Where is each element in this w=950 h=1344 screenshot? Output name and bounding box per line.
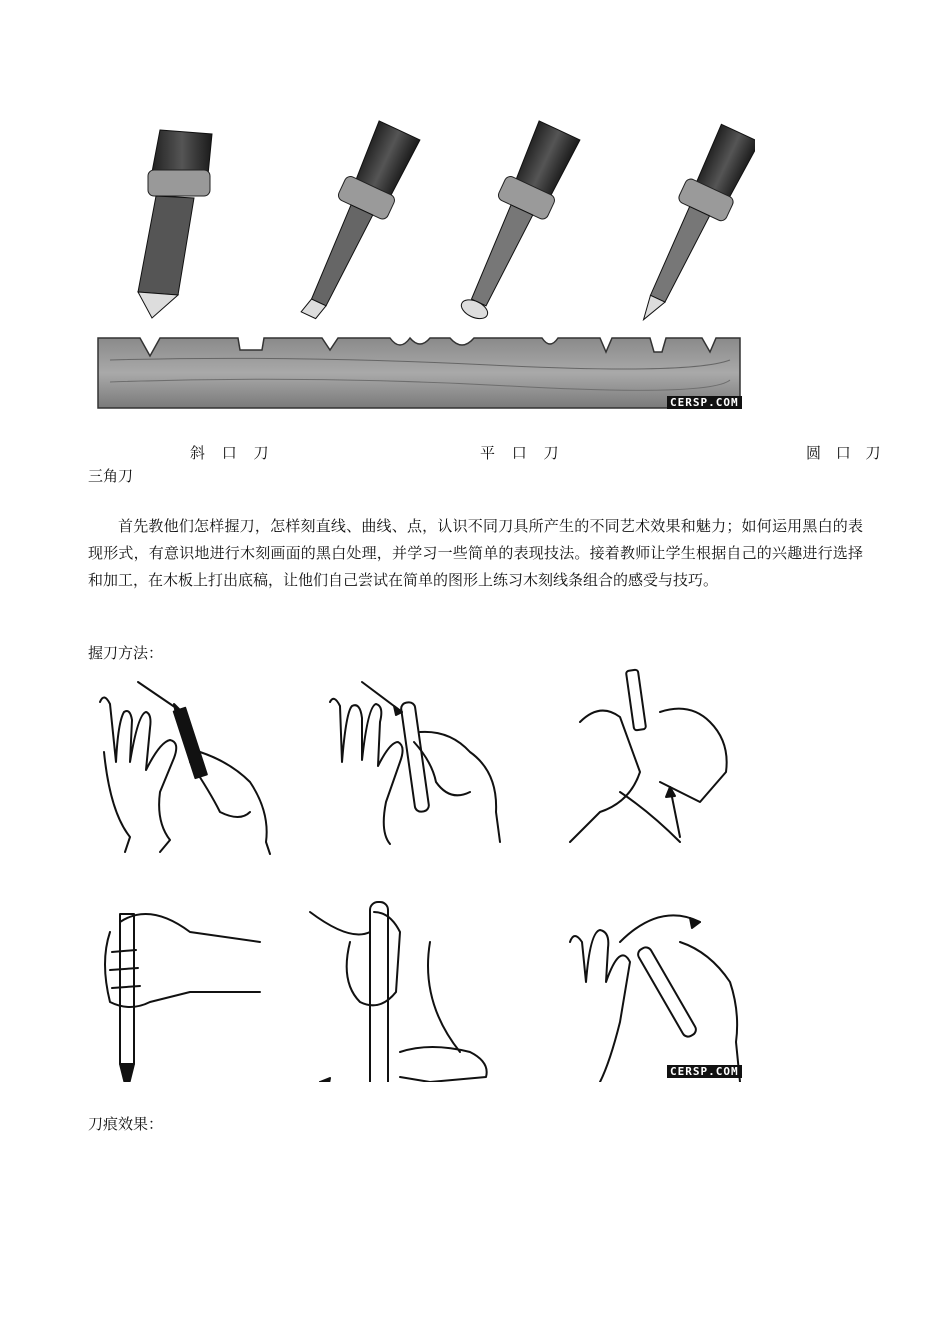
label-round-knife: 圆 口 刀 (806, 444, 886, 462)
carving-tools-figure (90, 120, 755, 420)
grip-methods-figure (90, 662, 755, 1082)
grip-hand-2-icon (330, 682, 500, 844)
heading-knife-mark-effect: 刀痕效果： (88, 1115, 164, 1133)
triangle-knife-icon (625, 121, 755, 333)
label-flat-knife: 平 口 刀 (480, 444, 565, 462)
watermark: CERSP.COM (667, 396, 742, 409)
round-knife-icon (447, 120, 583, 328)
grip-hand-1-icon (100, 682, 270, 854)
label-triangle-knife: 三角刀 (88, 467, 134, 485)
grip-hand-5-icon (310, 902, 487, 1082)
skew-knife-icon (138, 130, 212, 318)
watermark: CERSP.COM (667, 1065, 742, 1078)
label-skew-knife: 斜 口 刀 (190, 444, 275, 462)
grip-hand-4-icon (105, 914, 260, 1082)
grip-hand-3-icon (570, 669, 727, 842)
heading-grip-method: 握刀方法： (88, 644, 164, 662)
body-paragraph: 首先教他们怎样握刀，怎样刻直线、曲线、点，认识不同刀具所产生的不同艺术效果和魅力；如何运用黑白的表现形式，有意识地进行木刻画面的黑白处理，并学习一些简单的表现技法。接着教师让学生根据自己的兴趣进行选择和加工，在木板上打出底稿，让他们自己尝试在简单的图形上练习木刻线条组合的感受与技巧。 (88, 517, 863, 589)
flat-knife-icon (287, 120, 423, 328)
grip-hand-6-icon (570, 915, 740, 1082)
